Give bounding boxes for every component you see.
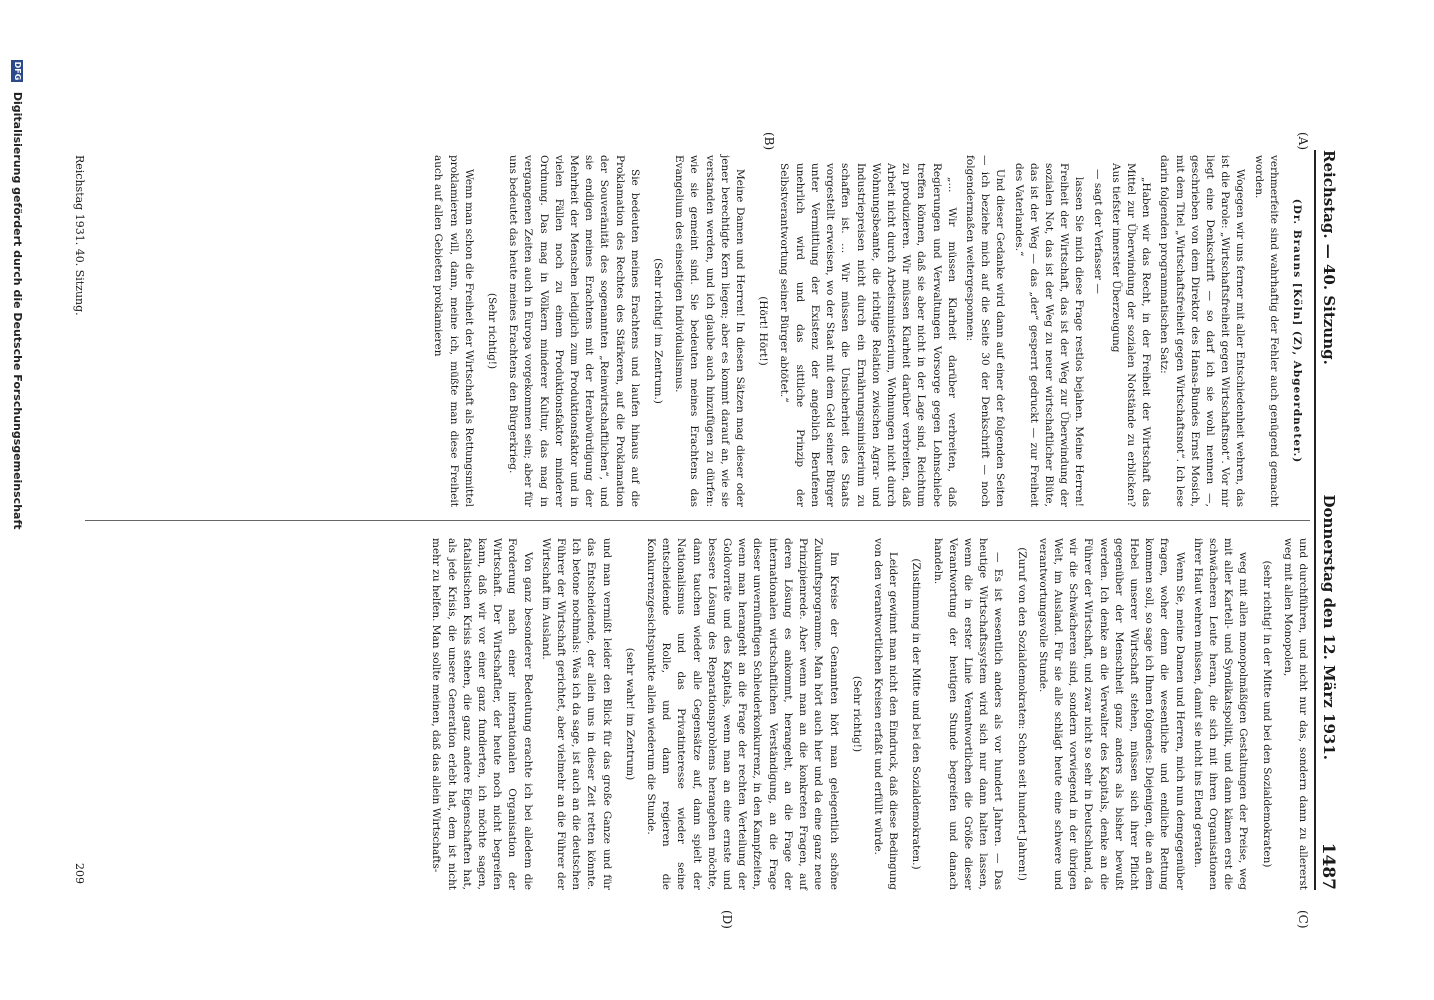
- paragraph: Meine Damen und Herren! In diesen Sätzen mag dieser oder jener berechtigte Kern liegen; aber es kommt darauf an, wie sie verstanden werden, und ich glaube auch hinzufügen zu dürfen: wie sie gemeint sind. Sie bedeuten meines Erachtens das Evangelium des einseitigen Individualismus.: [673, 155, 747, 507]
- page-header: [1314, 150, 1338, 890]
- funding-note: [6, 60, 24, 960]
- paragraph: Leider gewinnt man nicht den Eindruck, daß diese Bedingung von den verantwortlichen Kreisen erfaßt und erfüllt würde.: [871, 538, 900, 890]
- speaker-line: (Dr. Brauns [Köln] (Z), Abgeordneter.): [1291, 198, 1303, 464]
- header-title: Reichstag. — 40. Sitzung.: [1320, 150, 1338, 365]
- paragraph: verhmerfeite sind wahrhaftig der Fehler auch genügend gemacht worden.: [1252, 155, 1280, 507]
- paragraph: Wenn Sie, meine Damen und Herren, mich nun demgegenüber fragen, woher denn die wesentliche und endliche Rettung kommen soll, so sage ich Ihnen folgendes: Diejenigen, die an dem Hebel unserer Wirtschaft stehen, müssen sich ihrer Pflicht gegenüber der Menschheit ganz anders als bisher bewußt werden. Ich denke an die Verwalter des Kapitals, denke an die Führer der Wirtschaft, und zwar nicht so sehr in Deutschland, da wir die Schwächeren sind, sondern vorwiegend in der übrigen Welt, im Ausland. Für sie alle schlägt heute eine schwere und verantwortungsvolle Stunde.: [1036, 538, 1186, 890]
- margin-marker-a: (A): [1296, 132, 1310, 151]
- interjection: (sehr wahr! im Zentrum): [623, 647, 636, 781]
- paragraph: weg mit allen monopolmäßigen Gestaltungen der Preise, weg mit aller Kartell- und Syndikatspolitik, und dann kämen erst die schwächeren Leute heran, die sich mit ihren Organisationen ihrer Haut wehren müssen, damit sie nicht ins Elend geraten.: [1191, 538, 1250, 890]
- paragraph: Von ganz besonderer Bedeutung erachte ich bei alledem die Forderung nach einer internationalen Organisation der Wirtschaft. Der Wirtschaftler, der heute noch nicht begreifen kann, daß wir vor einer ganz fundierten, ich möchte sagen, fatalistischen Krisis stehen, die ganz andere Eigenschaften hat, als jede Krisis, die unsere Generation erlebt hat, dem ist nicht mehr zu helfen. Man sollte meinen, daß das allein Wirtschafts-: [430, 538, 534, 890]
- interjection: (Sehr richtig!): [850, 675, 863, 753]
- column-divider: [85, 520, 1310, 521]
- quotation: „Haben wir das Recht, in der Freiheit der Wirtschaft das Mittel zur Überwindung der sozialen Notstände zu erblicken? Aus tiefster innerster Überzeugung: [1109, 163, 1153, 507]
- paragraph: und man vermißt leider den Blick für das große Ganze und für das Entscheidende, der allein uns in dieser Zeit retten könnte. Ich betone nochmals: Was ich da sage, ist auch an die deutschen Führer der Wirtschaft gerichtet, aber vielmehr an die Führer der Wirtschaft im Ausland.: [539, 538, 613, 890]
- interjection: (sehr richtig! in der Mitte und bei den Sozialdemokraten): [1260, 560, 1273, 868]
- interjection: (Zuruf von den Sozialdemokraten: Schon seit hundert Jahren!): [1015, 547, 1028, 881]
- interjection: (Hört! Hört!): [757, 296, 770, 366]
- paragraph: Wogegen wir uns ferner mit aller Entschiedenheit wehren, das ist die Parole: „Wirtschaftsfreiheit gegen Wirtschaftsnot“. Vor mir liegt eine Denkschrift — so darf ich sie wohl nennen —, geschrieben von dem Direktor des Hansa-Bundes Ernst Mosich, mit dem Titel „Wirtschaftsfreiheit gegen Wirtschaftsnot“. Ich lese darin folgenden programmatischen Satz:: [1158, 155, 1247, 507]
- margin-marker-b: (B): [762, 132, 776, 151]
- interjection: (Sehr richtig!): [486, 292, 499, 370]
- footer-session: Reichstag 1931. 40. Sitzung.: [73, 155, 86, 316]
- paragraph: und durchführen, und nicht nur das, sondern dann zu allererst weg mit allen Monopolen,: [1281, 538, 1309, 890]
- paragraph: Im Kreise der Genannten hört man gelegentlich schöne Zukunftsprogramme. Man hört auch hier und da eine ganz neue Prinzipienrede. Aber wenn man an die konkreten Fragen, auf deren Lösung es ankommt, herangeht, an die Frage der internationalen wirtschaftlichen Verständigung, an die Frage dieser unvernünftigen Schleuderkonkurrenz, in den Kampfzeiten, wenn man herangeht an die Frage der rechten Verteilung der Goldvorräte und des Kapitals, wenn man an eine ernste und bessere Lösung des Reparationsproblems herangehen möchte, dann tauchen wieder alle Gegensätze auf, dann spielt der Nationalismus und das Privatinteresse wieder seine entscheidende Rolle, und dann regieren die Konkurrenzgesichtspunkte allein wiederum die Stunde.: [645, 538, 840, 890]
- funding-text: Digitalisierung gefördert durch die Deutsche Forschungsgemeinschaft: [11, 91, 24, 530]
- paragraph: Wenn man schon die Freiheit der Wirtschaft als Rettungsmittel proklamieren will, dann, meine ich, müßte man diese Freiheit auch auf allen Gebieten proklamieren: [432, 155, 475, 507]
- margin-marker-c: (C): [1296, 910, 1310, 929]
- page-footer: [66, 155, 86, 890]
- footer-page: 209: [73, 863, 86, 884]
- interjection: (Sehr richtig! im Zentrum.): [652, 258, 665, 404]
- page-number: 1487: [1318, 842, 1338, 890]
- paragraph: Und dieser Gedanke wird dann auf einer der folgenden Seiten — ich beziehe mich auf die Seite 30 der Denkschrift — noch folgendermaßen weitergesponnen:: [963, 155, 1007, 507]
- header-date: Donnerstag den 12. März 1931.: [1320, 494, 1338, 760]
- paragraph: — sagt der Verfasser —: [1091, 169, 1104, 294]
- interjection: (Zustimmung in der Mitte und bei den Sozialdemokraten.): [910, 558, 923, 870]
- right-column: [90, 538, 1310, 890]
- paragraph: — Es ist wesentlich anders als vor hundert Jahren. — Das heutige Wirtschaftssystem wird sich nur dann halten lassen, wenn die in erster Linie Verantwortlichen die Größe dieser Verantwortung der heutigen Stunde begreifen und danach handeln.: [931, 538, 1005, 890]
- quotation: „... Wir müssen Klarheit darüber verbreiten, daß Regierungen und Verwaltungen Vorsorge gegen Lohnschiebe treffen können, daß sie aber nicht in der Lage sind, Reichtum zu produzieren. Wir müssen Klarheit darüber verbreiten, daß Arbeit nicht durch Arbeitsministerium, Wohnungen nicht durch Wohnungsbeamte, die richtige Relation zwischen Agrar- und Industriepreisen nicht durch ein Ernährungsministerium zu schaffen ist. ... Wir müssen die Unsicherheit des Staats vorgestellt erweisen, wo der Staat mit dem Geld seiner Bürger unter Vermittlung der Existenz der angeblich Berufenen unehrlich wird und das sittliche Prinzip der Selbstverantwortung seiner Bürger abtötet.“: [778, 163, 958, 507]
- margin-marker-d: (D): [720, 910, 734, 929]
- paragraph: Sie bedeuten meines Erachtens und laufen hinaus auf die Proklamation des Rechtes des Stärkeren, auf die Proklamation der Souveränität des sogenannten „Reinwirtschaftlichen“, und sie endigen meines Erachtens mit der Herabwürdigung der Mehrheit der Menschen lediglich zum Produktionsfaktor und in vielen Fällen noch zu einem Produktionsfaktor minderer Ordnung. Das mag in Völkern minderer Kultur, das mag in vergangenen Zeiten auch in Europa vorgekommen sein; aber für uns bedeutet das heute meines Erachtens den Bürgerkrieg.: [507, 155, 641, 507]
- quotation: lassen Sie mich diese Frage restlos bejahen. Meine Herren! Freiheit der Wirtschaft, das ist der Weg zur Überwindung der sozialen Not, das ist der Weg zu neuer wirtschaftlicher Blüte, das ist der Weg — das „der“ gesperrt gedruckt — zur Freiheit des Vaterlandes.“: [1012, 163, 1086, 507]
- left-column: [90, 155, 1310, 507]
- dfg-logo-icon: DFG: [13, 61, 22, 81]
